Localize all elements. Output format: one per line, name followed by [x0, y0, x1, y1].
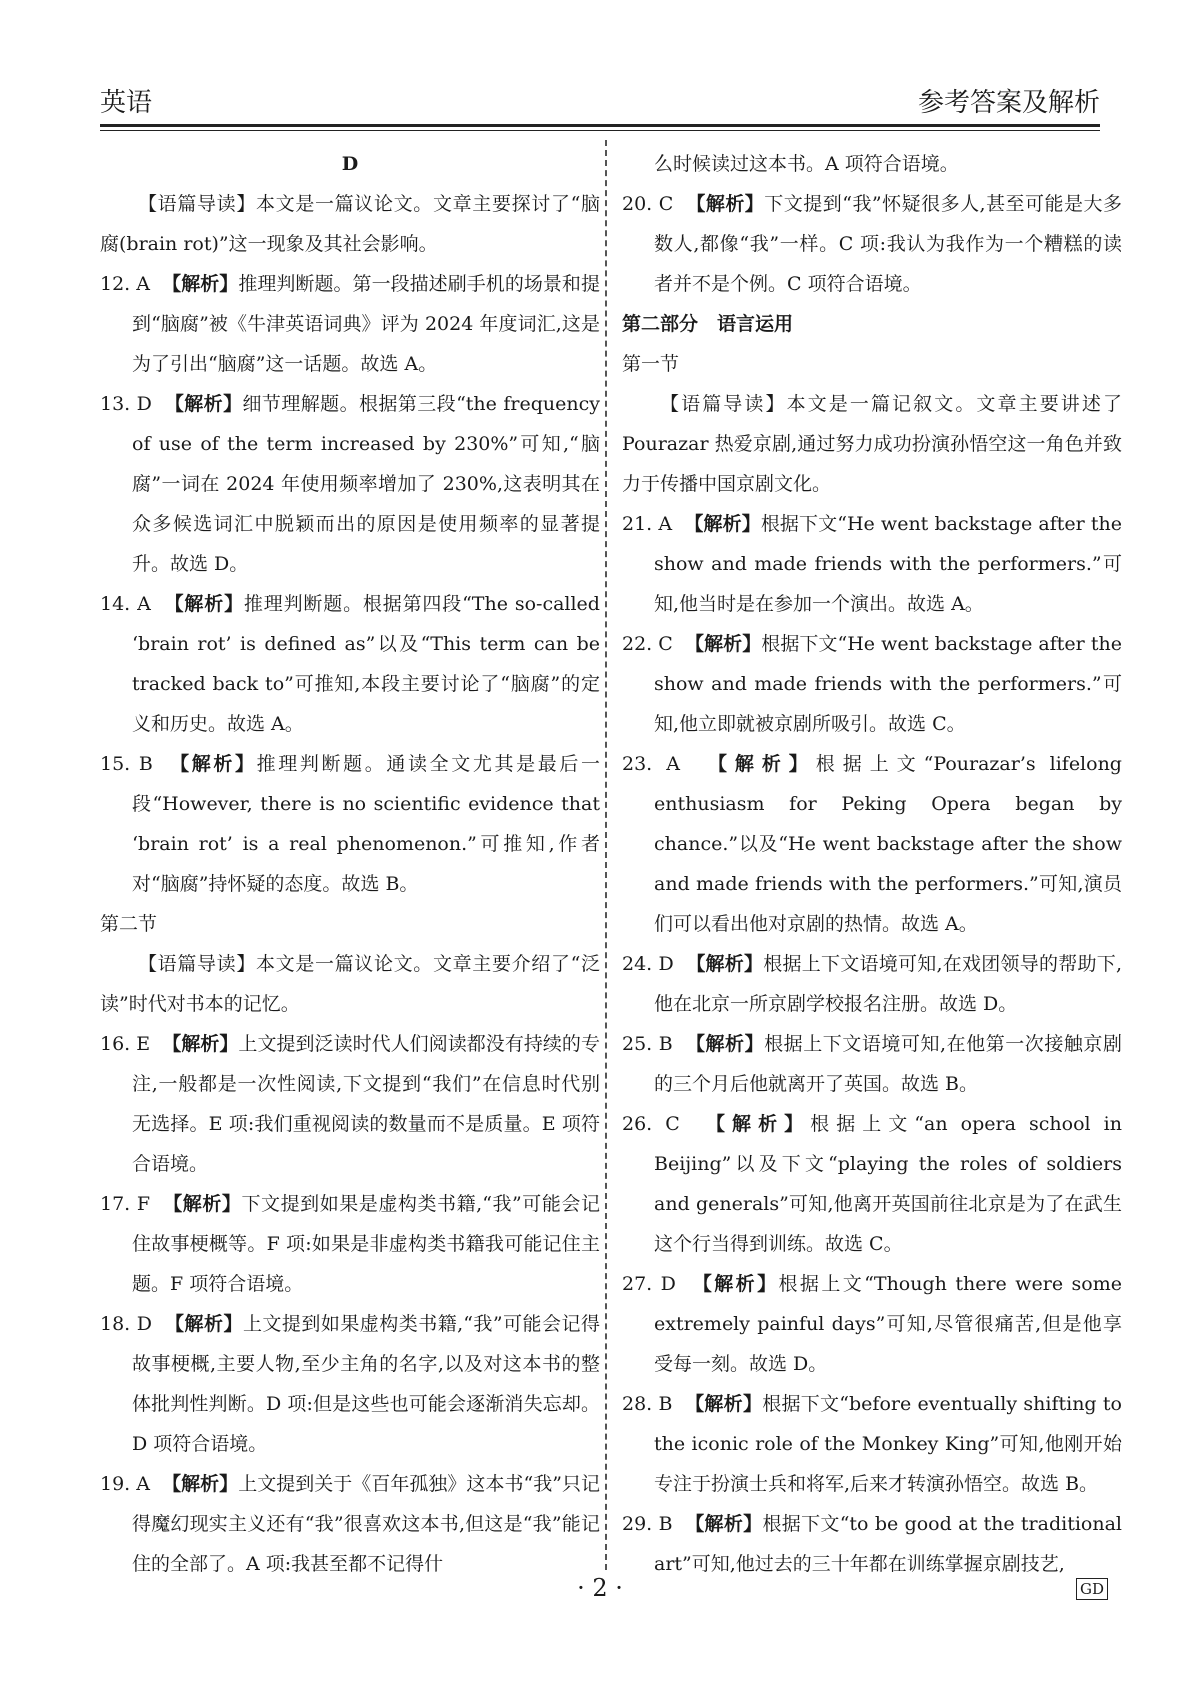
answer-item-28 — [622, 1384, 1122, 1504]
header-rule-thin — [100, 130, 1100, 131]
answer-text: 上文提到如果虚构类书籍,“我”可能会记得故事梗概,主要人物,至少主角的名字,以及对这本书的整体批判性判断。D 项:但是这些也可能会逐渐消失忘却。D 项符合语境。 — [132, 1313, 600, 1455]
answer-text: 推理判断题。第一段描述刷手机的场景和提到“脑腐”被《牛津英语词典》评为 2024 年度词汇,这是为了引出“脑腐”这一话题。故选 A。 — [132, 273, 600, 375]
analysis-tag: 【解析】 — [163, 1193, 242, 1215]
part-two-section-one: 第一节 — [622, 353, 680, 375]
answer-label: 12. A — [100, 273, 151, 295]
section-heading-d: D — [341, 153, 359, 175]
analysis-tag: 【解析】 — [684, 513, 761, 535]
answer-label: 14. A — [100, 593, 151, 615]
answer-item-29 — [622, 1504, 1122, 1584]
analysis-tag: 【解析】 — [162, 273, 239, 295]
section-heading-2: 第二节 — [100, 913, 158, 935]
answer-text: 根据下文“He went backstage after the show and made friends with the performers.”可知,他立即就被京剧所吸引。故选 C。 — [654, 633, 1122, 735]
answer-key-title: 参考答案及解析 — [917, 88, 1100, 118]
analysis-tag: 【解析】 — [706, 1113, 811, 1135]
analysis-tag: 【解析】 — [707, 753, 816, 775]
region-code-badge: GD — [1076, 1578, 1108, 1600]
answer-label: 26. C — [622, 1113, 680, 1135]
analysis-tag: 【解析】 — [685, 633, 762, 655]
analysis-tag: 【解析】 — [170, 753, 257, 775]
analysis-tag: 【解析】 — [164, 593, 244, 615]
header-rule-thick — [100, 124, 1100, 127]
answer-label: 16. E — [100, 1033, 151, 1055]
answer-item-21 — [622, 504, 1122, 624]
answer-item-16 — [100, 1024, 600, 1184]
answer-item-13 — [100, 384, 600, 584]
answer-item-25 — [622, 1024, 1122, 1104]
answer-label: 15. B — [100, 753, 153, 775]
answer-text: 根据下文“to be good at the traditional art”可知,他过去的三十年都在训练掌握京剧技艺, — [654, 1513, 1122, 1575]
answer-label: 24. D — [622, 953, 674, 975]
answer-label: 17. F — [100, 1193, 150, 1215]
answer-item-19-continued: 么时候读过这本书。A 项符合语境。 — [654, 153, 959, 175]
answer-text: 根据上文“Though there were some extremely painful days”可知,尽管很痛苦,但是他享受每一刻。故选 D。 — [654, 1273, 1122, 1375]
answer-item-24 — [622, 944, 1122, 1024]
analysis-tag: 【解析】 — [685, 1513, 763, 1535]
answer-label: 13. D — [100, 393, 152, 415]
answer-text: 根据上下文语境可知,在他第一次接触京剧的三个月后他就离开了英国。故选 B。 — [654, 1033, 1122, 1095]
answer-item-12 — [100, 264, 600, 384]
answer-item-22 — [622, 624, 1122, 744]
answer-label: 27. D — [622, 1273, 676, 1295]
reading-intro-d: 【语篇导读】本文是一篇议论文。文章主要探讨了“脑腐(brain rot)”这一现象及其社会影响。 — [100, 193, 600, 255]
left-column — [100, 144, 600, 1584]
analysis-tag: 【解析】 — [165, 1313, 243, 1335]
analysis-tag: 【解析】 — [164, 393, 243, 415]
answer-label: 23. A — [622, 753, 680, 775]
analysis-tag: 【解析】 — [685, 1033, 765, 1055]
answer-item-18 — [100, 1304, 600, 1464]
answer-text: 推理判断题。通读全文尤其是最后一段“However, there is no scientific evidence that ‘brain rot’ is a real phenomenon.”可推知,作者对“脑腐”持怀疑的态度。故选 B。 — [132, 753, 600, 895]
answer-text: 细节理解题。根据第三段“the frequency of use of the term increased by 230%”可知,“脑腐”一词在 2024 年使用频率增加了 230%,这表明其在众多候选词汇中脱颖而出的原因是使用频率的显著提升。故选 D。 — [132, 393, 600, 575]
answer-label: 18. D — [100, 1313, 152, 1335]
answer-label: 21. A — [622, 513, 673, 535]
reading-intro-part2: 【语篇导读】本文是一篇记叙文。文章主要讲述了 Pourazar 热爱京剧,通过努力成功扮演孙悟空这一角色并致力于传播中国京剧文化。 — [622, 393, 1122, 495]
page-number: · 2 · — [577, 1574, 623, 1602]
right-column — [622, 144, 1122, 1584]
answer-text: 下文提到“我”怀疑很多人,甚至可能是大多数人,都像“我”一样。C 项:我认为我作为一个糟糕的读者并不是个例。C 项符合语境。 — [654, 193, 1122, 295]
answer-text: 根据上文“Pourazar’s lifelong enthusiasm for Peking Opera began by chance.”以及“He went backstage after the show and made friends with the performers.”可知,演员们可以看出他对京剧的热情。故选 A。 — [654, 753, 1122, 935]
answer-label: 19. A — [100, 1473, 150, 1495]
analysis-tag: 【解析】 — [162, 1473, 239, 1495]
answer-text: 推理判断题。根据第四段“The so-called ‘brain rot’ is defined as”以及“This term can be tracked back to”可推知,本段主要讨论了“脑腐”的定义和历史。故选 A。 — [132, 593, 600, 735]
analysis-tag: 【解析】 — [686, 193, 765, 215]
answer-text: 根据上文“an opera school in Beijing”以及下文“playing the roles of soldiers and generals”可知,他离开英国前往北京是为了在武生这个行当得到训练。故选 C。 — [654, 1113, 1122, 1255]
analysis-tag: 【解析】 — [692, 1273, 779, 1295]
subject-title: 英语 — [100, 88, 153, 118]
answer-item-26 — [622, 1104, 1122, 1264]
answer-item-20 — [622, 184, 1122, 304]
analysis-tag: 【解析】 — [685, 1393, 763, 1415]
answer-text: 上文提到泛读时代人们阅读都没有持续的专注,一般都是一次性阅读,下文提到“我们”在信息时代别无选择。E 项:我们重视阅读的数量而不是质量。E 项符合语境。 — [132, 1033, 600, 1175]
analysis-tag: 【解析】 — [686, 953, 764, 975]
answer-text: 上文提到关于《百年孤独》这本书“我”只记得魔幻现实主义还有“我”很喜欢这本书,但这是“我”能记住的全部了。A 项:我甚至都不记得什 — [132, 1473, 600, 1575]
answer-text: 下文提到如果是虚构类书籍,“我”可能会记住故事梗概等。F 项:如果是非虚构类书籍我可能记住主题。F 项符合语境。 — [132, 1193, 600, 1295]
answer-item-27 — [622, 1264, 1122, 1384]
part-two-heading: 第二部分 语言运用 — [622, 313, 794, 335]
reading-intro-2: 【语篇导读】本文是一篇议论文。文章主要介绍了“泛读”时代对书本的记忆。 — [100, 953, 600, 1015]
answer-label: 20. C — [622, 193, 674, 215]
answer-item-17 — [100, 1184, 600, 1304]
answer-label: 22. C — [622, 633, 673, 655]
page-header — [100, 78, 1100, 122]
answer-text: 根据下文“He went backstage after the show and made friends with the performers.”可知,他当时是在参加一个演出。故选 A。 — [654, 513, 1122, 615]
answer-text: 根据下文“before eventually shifting to the iconic role of the Monkey King”可知,他刚开始专注于扮演士兵和将军,后来才转演孙悟空。故选 B。 — [654, 1393, 1122, 1495]
answer-text: 根据上下文语境可知,在戏团领导的帮助下,他在北京一所京剧学校报名注册。故选 D。 — [654, 953, 1122, 1015]
answer-item-23 — [622, 744, 1122, 944]
answer-label: 25. B — [622, 1033, 673, 1055]
answer-item-15 — [100, 744, 600, 904]
analysis-tag: 【解析】 — [162, 1033, 239, 1055]
answer-item-19 — [100, 1464, 600, 1584]
answer-label: 29. B — [622, 1513, 673, 1535]
column-divider — [605, 140, 607, 1570]
answer-item-14 — [100, 584, 600, 744]
answer-label: 28. B — [622, 1393, 673, 1415]
